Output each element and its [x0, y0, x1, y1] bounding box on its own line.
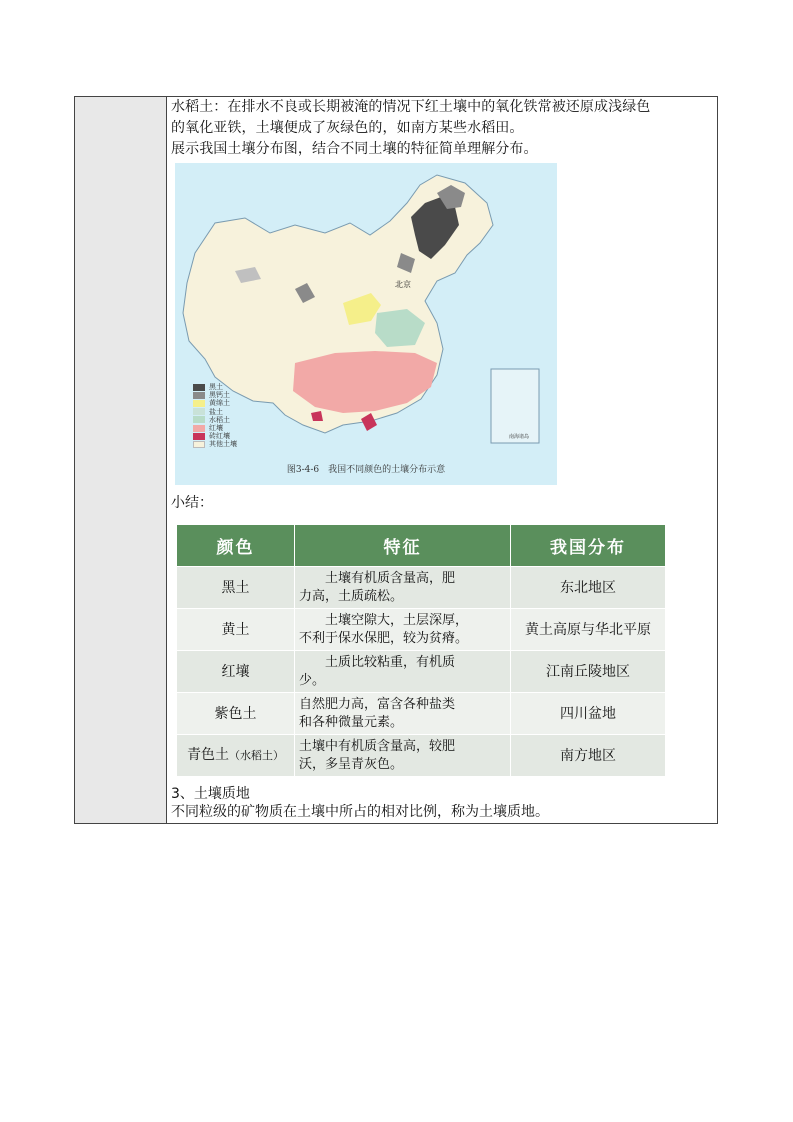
intro-line-1: 水稻土：在排水不良或长期被淹的情况下红土壤中的氧化铁常被还原成浅绿色 — [171, 99, 651, 115]
table-row — [177, 693, 666, 735]
intro-line-2: 的氧化亚铁，土壤便成了灰绿色的，如南方某些水稻田。 — [171, 120, 524, 136]
soil-feature-cell: 自然肥力高，富含各种盐类 和各种微量元素。 — [295, 693, 511, 735]
soil-color-cell: 红壤 — [177, 651, 295, 693]
legend-swatch — [193, 433, 205, 440]
legend-item: 其他土壤 — [193, 440, 237, 448]
header-distribution: 我国分布 — [511, 525, 666, 567]
summary-label: 小结： — [171, 495, 213, 511]
soil-color-cell: 黑土 — [177, 567, 295, 609]
soil-distribution-cell: 江南丘陵地区 — [511, 651, 666, 693]
header-color: 颜色 — [177, 525, 295, 567]
legend-swatch — [193, 416, 205, 423]
legend-swatch — [193, 408, 205, 415]
legend-item: 红壤 — [193, 424, 237, 432]
legend-swatch — [193, 400, 205, 407]
legend-swatch — [193, 392, 205, 399]
soil-distribution-cell: 黄土高原与华北平原 — [511, 609, 666, 651]
inset-label: 南海诸岛 — [509, 434, 530, 440]
map-caption: 图3-4-6 我国不同颜色的土壤分布示意 — [286, 465, 446, 475]
content-cell — [167, 97, 717, 823]
table-row — [177, 567, 666, 609]
soil-distribution-cell: 南方地区 — [511, 735, 666, 777]
legend-item: 盐土 — [193, 408, 237, 416]
soil-distribution-cell: 四川盆地 — [511, 693, 666, 735]
soil-feature-cell: 土质比较粘重，有机质 少。 — [295, 651, 511, 693]
soil-color-note: （水稻土） — [229, 749, 284, 762]
soil-feature-cell: 土壤有机质含量高，肥 力高，土质疏松。 — [295, 567, 511, 609]
section-3-body: 不同粒级的矿物质在土壤中所占的相对比例，称为土壤质地。 — [171, 804, 549, 820]
soil-color-cell: 黄土 — [177, 609, 295, 651]
legend-item: 黑钙土 — [193, 391, 237, 399]
legend-item: 水稻土 — [193, 416, 237, 424]
header-feature: 特征 — [295, 525, 511, 567]
table-row — [177, 609, 666, 651]
beijing-label: 北京 — [395, 280, 411, 289]
soil-distribution-map — [175, 163, 557, 485]
soil-feature-cell: 土壤中有机质含量高，较肥 沃，多呈青灰色。 — [295, 735, 511, 777]
legend-item: 黑土 — [193, 383, 237, 391]
table-row — [177, 735, 666, 777]
intro-line-3: 展示我国土壤分布图，结合不同土壤的特征简单理解分布。 — [171, 141, 538, 157]
map-legend — [193, 383, 237, 449]
left-column-cell — [75, 97, 167, 823]
soil-summary-table — [176, 524, 666, 777]
table-row — [177, 651, 666, 693]
legend-swatch — [193, 384, 205, 391]
legend-swatch — [193, 441, 205, 448]
soil-color-cell: 紫色土 — [177, 693, 295, 735]
legend-item: 黄绵土 — [193, 399, 237, 407]
lesson-table — [74, 96, 718, 824]
section-3-title: 3、土壤质地 — [171, 786, 250, 802]
soil-feature-cell: 土壤空隙大，土层深厚， 不利于保水保肥，较为贫瘠。 — [295, 609, 511, 651]
soil-distribution-cell: 东北地区 — [511, 567, 666, 609]
legend-swatch — [193, 425, 205, 432]
legend-item: 砖红壤 — [193, 432, 237, 440]
soil-color-cell: 青色土（水稻土） — [177, 735, 295, 777]
table-header-row — [177, 525, 666, 567]
